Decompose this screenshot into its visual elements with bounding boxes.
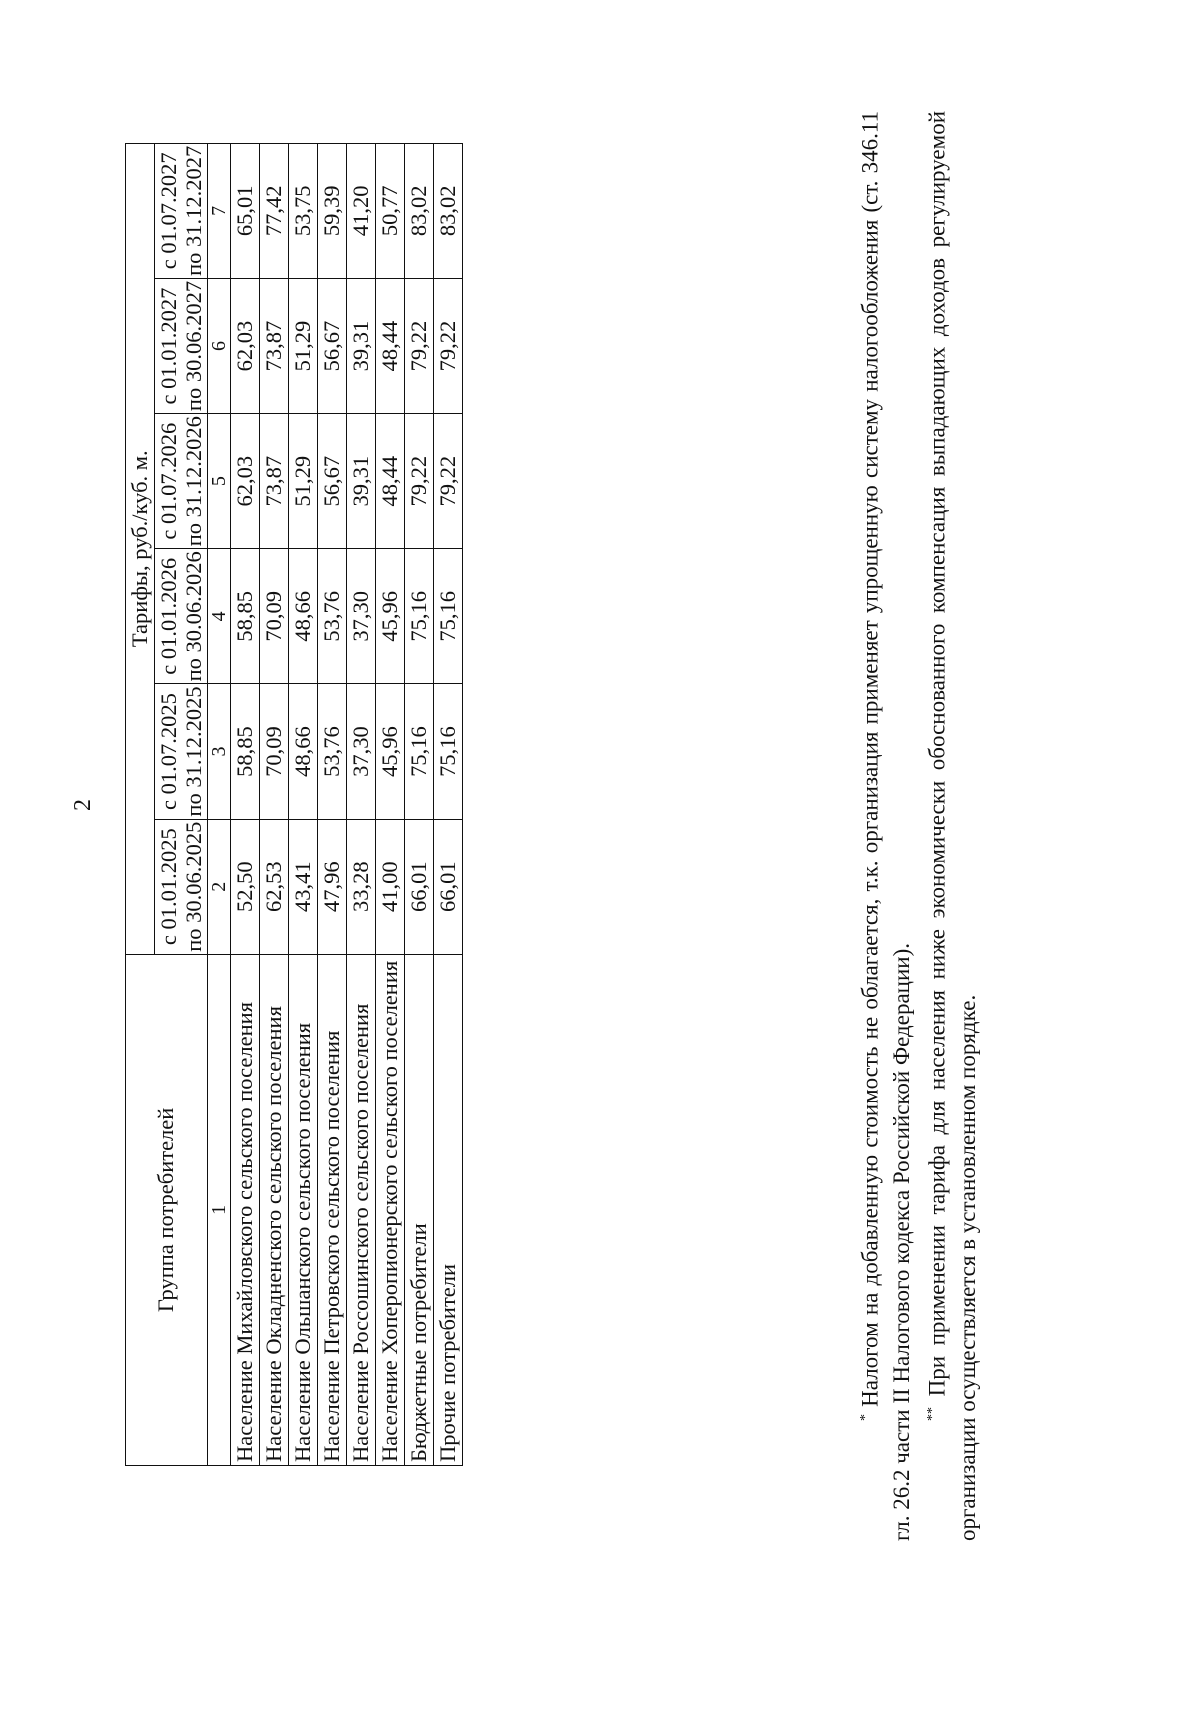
column-number: 7 — [208, 143, 231, 278]
tariff-value: 83,02 — [434, 143, 463, 278]
period-header — [155, 549, 208, 684]
tariff-value: 58,85 — [231, 684, 260, 819]
footnote-2-text: При применении тарифа для населения ниже экономически обоснованного компенсация выпадающих доходов регулируемой организации осуществляется в установленном порядке. — [924, 110, 981, 1541]
tariff-value: 33,28 — [347, 819, 376, 954]
tariff-value: 48,66 — [289, 684, 318, 819]
footnote-1 — [850, 111, 917, 1541]
period-to: по 30.06.2026 — [181, 551, 206, 682]
table-row — [347, 143, 376, 1465]
period-from: с 01.01.2025 — [156, 828, 181, 946]
tariff-value: 75,16 — [434, 549, 463, 684]
tariff-value: 66,01 — [434, 819, 463, 954]
consumer-group: Население Окладненского сельского поселения — [260, 954, 289, 1465]
table-row — [231, 143, 260, 1465]
tariff-value: 48,66 — [289, 549, 318, 684]
tariff-value: 56,67 — [318, 278, 347, 413]
footnote-2-marker: ** — [924, 1407, 940, 1421]
tariff-value: 50,77 — [376, 143, 405, 278]
tariff-value: 70,09 — [260, 549, 289, 684]
tariff-value: 75,16 — [405, 549, 434, 684]
period-header — [155, 684, 208, 819]
table-row — [376, 143, 405, 1465]
group-header: Группа потребителей — [126, 954, 208, 1465]
tariff-value: 41,20 — [347, 143, 376, 278]
tariff-value: 45,96 — [376, 549, 405, 684]
header-row-1 — [126, 143, 155, 1465]
tariff-value: 39,31 — [347, 414, 376, 549]
tariff-value: 79,22 — [405, 278, 434, 413]
table-row — [405, 143, 434, 1465]
tariff-table — [125, 143, 463, 1466]
period-from: с 01.07.2025 — [156, 693, 181, 810]
footnote-1-marker: * — [858, 1414, 873, 1421]
table-row — [260, 143, 289, 1465]
column-number: 3 — [208, 684, 231, 819]
tariff-value: 56,67 — [318, 414, 347, 549]
consumer-group: Население Россошинского сельского поселения — [347, 954, 376, 1465]
tariff-value: 65,01 — [231, 143, 260, 278]
period-to: по 30.06.2027 — [181, 280, 206, 412]
period-from: с 01.07.2026 — [156, 422, 181, 540]
tariff-value: 48,44 — [376, 414, 405, 549]
period-to: по 31.12.2025 — [181, 686, 206, 817]
tariff-value: 51,29 — [289, 278, 318, 413]
tariff-value: 48,44 — [376, 278, 405, 413]
consumer-group: Население Петровского сельского поселения — [318, 954, 347, 1465]
tariff-value: 75,16 — [405, 684, 434, 819]
tariff-value: 77,42 — [260, 143, 289, 278]
period-header — [155, 819, 208, 954]
tariff-value: 53,75 — [289, 143, 318, 278]
tariff-value: 66,01 — [405, 819, 434, 954]
tariff-value: 58,85 — [231, 549, 260, 684]
tariff-value: 73,87 — [260, 278, 289, 413]
tariff-value: 62,03 — [231, 278, 260, 413]
tariff-value: 79,22 — [434, 414, 463, 549]
tariff-value: 52,50 — [231, 819, 260, 954]
consumer-group: Бюджетные потребители — [405, 954, 434, 1465]
tariff-value: 70,09 — [260, 684, 289, 819]
table-row — [318, 143, 347, 1465]
table-row — [289, 143, 318, 1465]
footnotes — [850, 111, 983, 1541]
tariff-value: 53,76 — [318, 684, 347, 819]
tariff-value: 73,87 — [260, 414, 289, 549]
tariff-value: 75,16 — [434, 684, 463, 819]
tariff-table-body — [126, 143, 463, 1465]
column-number: 5 — [208, 414, 231, 549]
column-number: 2 — [208, 819, 231, 954]
footnote-2 — [917, 111, 984, 1541]
consumer-group: Прочие потребители — [434, 954, 463, 1465]
period-to: по 31.12.2027 — [181, 145, 206, 276]
tariff-value: 62,53 — [260, 819, 289, 954]
column-number: 6 — [208, 278, 231, 413]
consumer-group: Население Хоперопионерского сельского поселения — [376, 954, 405, 1465]
tariff-value: 39,31 — [347, 278, 376, 413]
period-to: по 31.12.2026 — [181, 416, 206, 547]
consumer-group: Население Михайловского сельского поселения — [231, 954, 260, 1465]
table-row — [434, 143, 463, 1465]
tariff-value: 37,30 — [347, 549, 376, 684]
tariff-value: 53,76 — [318, 549, 347, 684]
period-header — [155, 143, 208, 278]
period-from: с 01.01.2026 — [156, 557, 181, 675]
tariff-value: 37,30 — [347, 684, 376, 819]
period-from: с 01.01.2027 — [156, 287, 181, 405]
tariff-value: 51,29 — [289, 414, 318, 549]
consumer-group: Население Ольшанского сельского поселения — [289, 954, 318, 1465]
period-header — [155, 414, 208, 549]
tariff-value: 79,22 — [405, 414, 434, 549]
tariff-value: 47,96 — [318, 819, 347, 954]
period-to: по 30.06.2025 — [181, 821, 206, 952]
column-number: 4 — [208, 549, 231, 684]
tariff-value: 62,03 — [231, 414, 260, 549]
tariff-value: 79,22 — [434, 278, 463, 413]
tariff-value: 83,02 — [405, 143, 434, 278]
header-row-column-numbers — [208, 143, 231, 1465]
tariff-value: 41,00 — [376, 819, 405, 954]
page-number: 2 — [70, 799, 96, 811]
tariffs-header: Тарифы, руб./куб. м. — [126, 143, 155, 954]
tariff-value: 45,96 — [376, 684, 405, 819]
period-from: с 01.07.2027 — [156, 152, 181, 270]
period-header — [155, 278, 208, 413]
column-number: 1 — [208, 954, 231, 1465]
tariff-value: 59,39 — [318, 143, 347, 278]
footnote-1-text: Налогом на добавленную стоимость не облагается, т.к. организация применяет упрощенную систему налогообложения (ст. 346.11 гл. 26.2 части II Налогового кодекса Российской Федерации). — [857, 111, 914, 1541]
tariff-value: 43,41 — [289, 819, 318, 954]
